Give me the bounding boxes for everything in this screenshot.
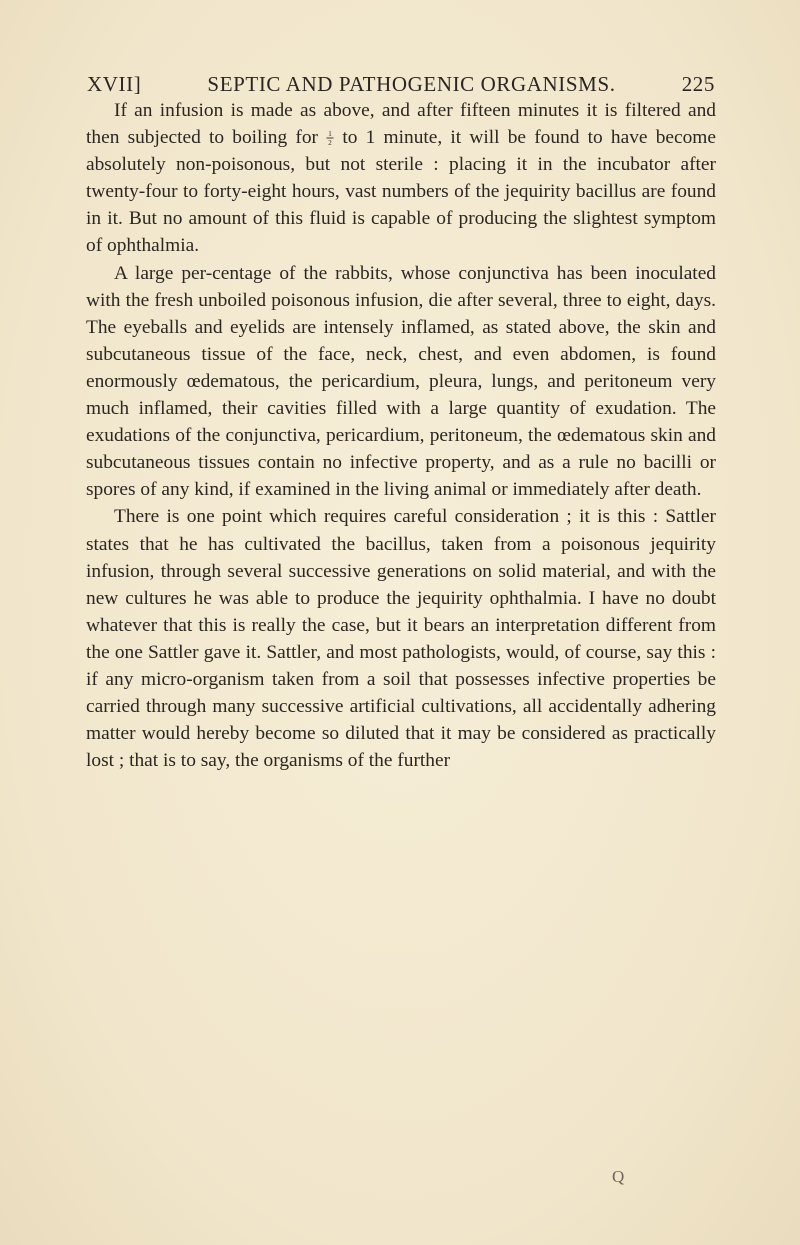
- paragraph: [86, 97, 716, 260]
- body-text: [86, 97, 716, 774]
- paragraph: A large per-centage of the rabbits, whose conjunctiva has been inoculated with the fresh unboiled poisonous infusion, die after several, three to eight, days. The eyeballs and eyelids are intensely inflamed, as stated above, the skin and subcutaneous tissue of the face, neck, chest, and even abdomen, is found enormously œdematous, the pericardium, pleura, lungs, and peritoneum very much inflamed, their cavities filled with a large quantity of exudation. The exudations of the conjunctiva, pericardium, peritoneum, the œdematous skin and subcutaneous tissues contain no infective property, and as a rule no bacilli or spores of any kind, if examined in the living animal or immediately after death.: [86, 262, 716, 501]
- chapter-number: XVII]: [87, 72, 142, 96]
- svg-text:1: 1: [328, 130, 332, 139]
- running-title: SEPTIC AND PATHOGENIC ORGANISMS.: [207, 72, 616, 96]
- paragraph: There is one point which requires careful consideration ; it is this : Sattler states that he has cultivated the bacillus, taken from a poisonous jequirity infusion, through several successive generations on solid material, and with the new cultures he was able to produce the jequirity ophthalmia. I have no doubt whatever that this is really the case, but it bears an interpretation different from the one Sattler gave it. Sattler, and most pathologists, would, of course, say this : if any micro-organism taken from a soil that possesses infective properties be carried through many successive artificial cultivations, all accidentally adhering matter would hereby become so diluted that it may be considered as practically lost ; that is to say, the organisms of the further: [86, 506, 716, 772]
- paragraph-text: to 1 minute, it will be found to have become absolutely non-poisonous, but not sterile : placing it in the incubator after twenty-four to forty-eight hours, vast numbers of the jequirity bacillus are found in it. But no amount of this fluid is capable of producing the slightest symptom of ophthalmia.: [86, 127, 716, 257]
- page-number: 225: [681, 72, 715, 96]
- paragraph-text: If an infusion is made as above, and after fifteen minutes it is filtered and then subjected to boiling for: [86, 100, 716, 149]
- fraction: [326, 130, 334, 147]
- signature-mark: Q: [612, 1167, 625, 1186]
- running-header: [87, 72, 715, 97]
- svg-text:2: 2: [328, 139, 332, 147]
